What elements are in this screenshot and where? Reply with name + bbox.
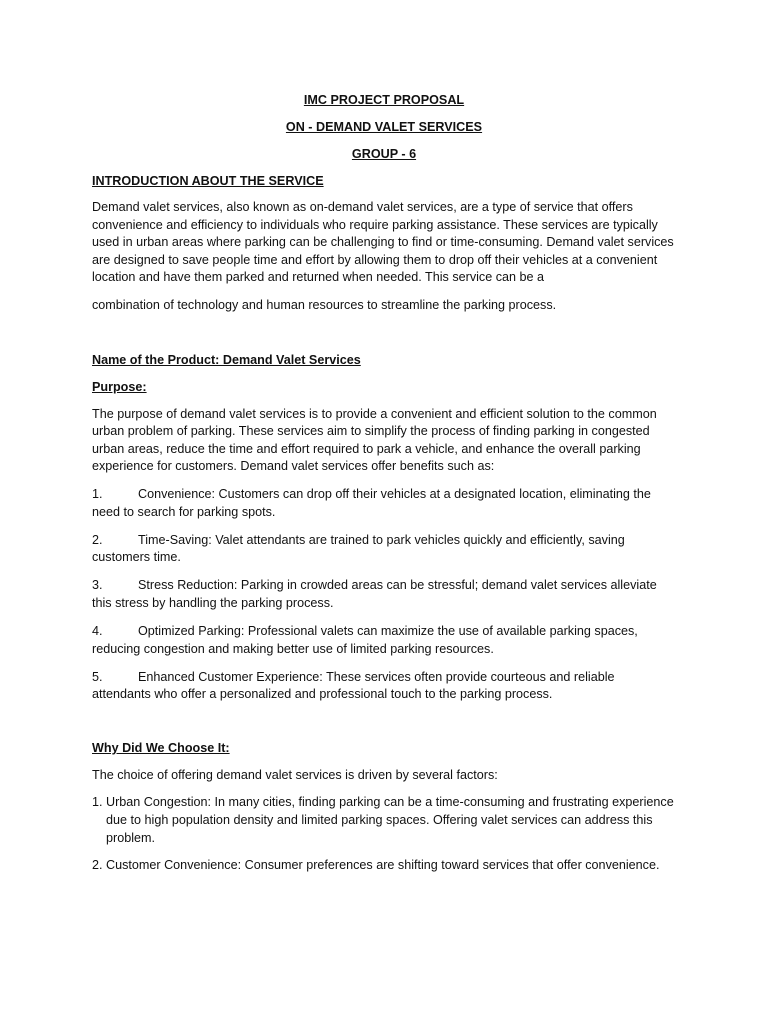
document-subtitle: ON - DEMAND VALET SERVICES bbox=[285, 120, 483, 134]
list-item bbox=[92, 532, 676, 567]
list-item-text: Convenience: Customers can drop off their vehicles at a designated location, eliminating the need to search for parking spots. bbox=[92, 486, 651, 519]
list-number: 3. bbox=[92, 578, 103, 593]
list-number: 1. bbox=[92, 486, 103, 501]
list-item-text: Time-Saving: Valet attendants are trained to park vehicles quickly and efficiently, saving customers time. bbox=[92, 532, 625, 565]
benefits-list bbox=[92, 486, 676, 704]
list-item-text: Stress Reduction: Parking in crowded areas can be stressful; demand valet services alleviate this stress by handling the parking process. bbox=[92, 578, 657, 610]
document-title: IMC PROJECT PROPOSAL bbox=[303, 93, 465, 107]
product-name-heading: Name of the Product: Demand Valet Services bbox=[92, 352, 361, 367]
purpose-heading: Purpose: bbox=[92, 379, 147, 394]
group-label: GROUP - 6 bbox=[351, 147, 417, 161]
list-number: 5. bbox=[92, 669, 103, 684]
list-item-text: Enhanced Customer Experience: These services often provide courteous and reliable attendants who offer a personalized and professional touch to the parking process. bbox=[92, 669, 615, 702]
why-heading: Why Did We Choose It: bbox=[92, 740, 230, 755]
factors-list bbox=[92, 794, 676, 874]
intro-paragraph: Demand valet services, also known as on-demand valet services, are a type of service that offers convenience and efficiency to individuals who require parking assistance. These services are typically used in urban areas where parking can be challenging to find or time-consuming. Demand valet services are designed to save people time and effort by allowing them to drop off their vehicles at a convenient location and have them parked and returned when needed. This service can be a bbox=[92, 200, 674, 285]
why-paragraph: The choice of offering demand valet services is driven by several factors: bbox=[92, 767, 498, 782]
list-item: 2. Customer Convenience: Consumer preferences are shifting toward services that offer convenience. bbox=[92, 858, 660, 873]
list-item bbox=[92, 577, 676, 612]
list-item bbox=[92, 669, 676, 704]
document-page bbox=[92, 92, 676, 885]
list-number: 2. bbox=[92, 532, 103, 547]
list-item bbox=[92, 623, 676, 658]
intro-heading: INTRODUCTION ABOUT THE SERVICE bbox=[92, 174, 324, 188]
list-item-text: Optimized Parking: Professional valets can maximize the use of available parking spaces, reducing congestion and making better use of limited parking resources. bbox=[92, 624, 638, 656]
list-item bbox=[92, 486, 676, 521]
list-number: 4. bbox=[92, 624, 103, 638]
list-item: 1. Urban Congestion: In many cities, finding parking can be a time-consuming and frustrating experience due to high population density and limited parking spaces. Offering valet services can address this problem. bbox=[92, 795, 674, 845]
intro-continuation: combination of technology and human resources to streamline the parking process. bbox=[92, 297, 557, 312]
purpose-paragraph: The purpose of demand valet services is to provide a convenient and efficient solution to the common urban problem of parking. These services aim to simplify the process of finding parking in congested urban areas, reduce the time and effort required to park a vehicle, and enhance the overall parking experience for customers. Demand valet services offer benefits such as: bbox=[92, 406, 657, 474]
